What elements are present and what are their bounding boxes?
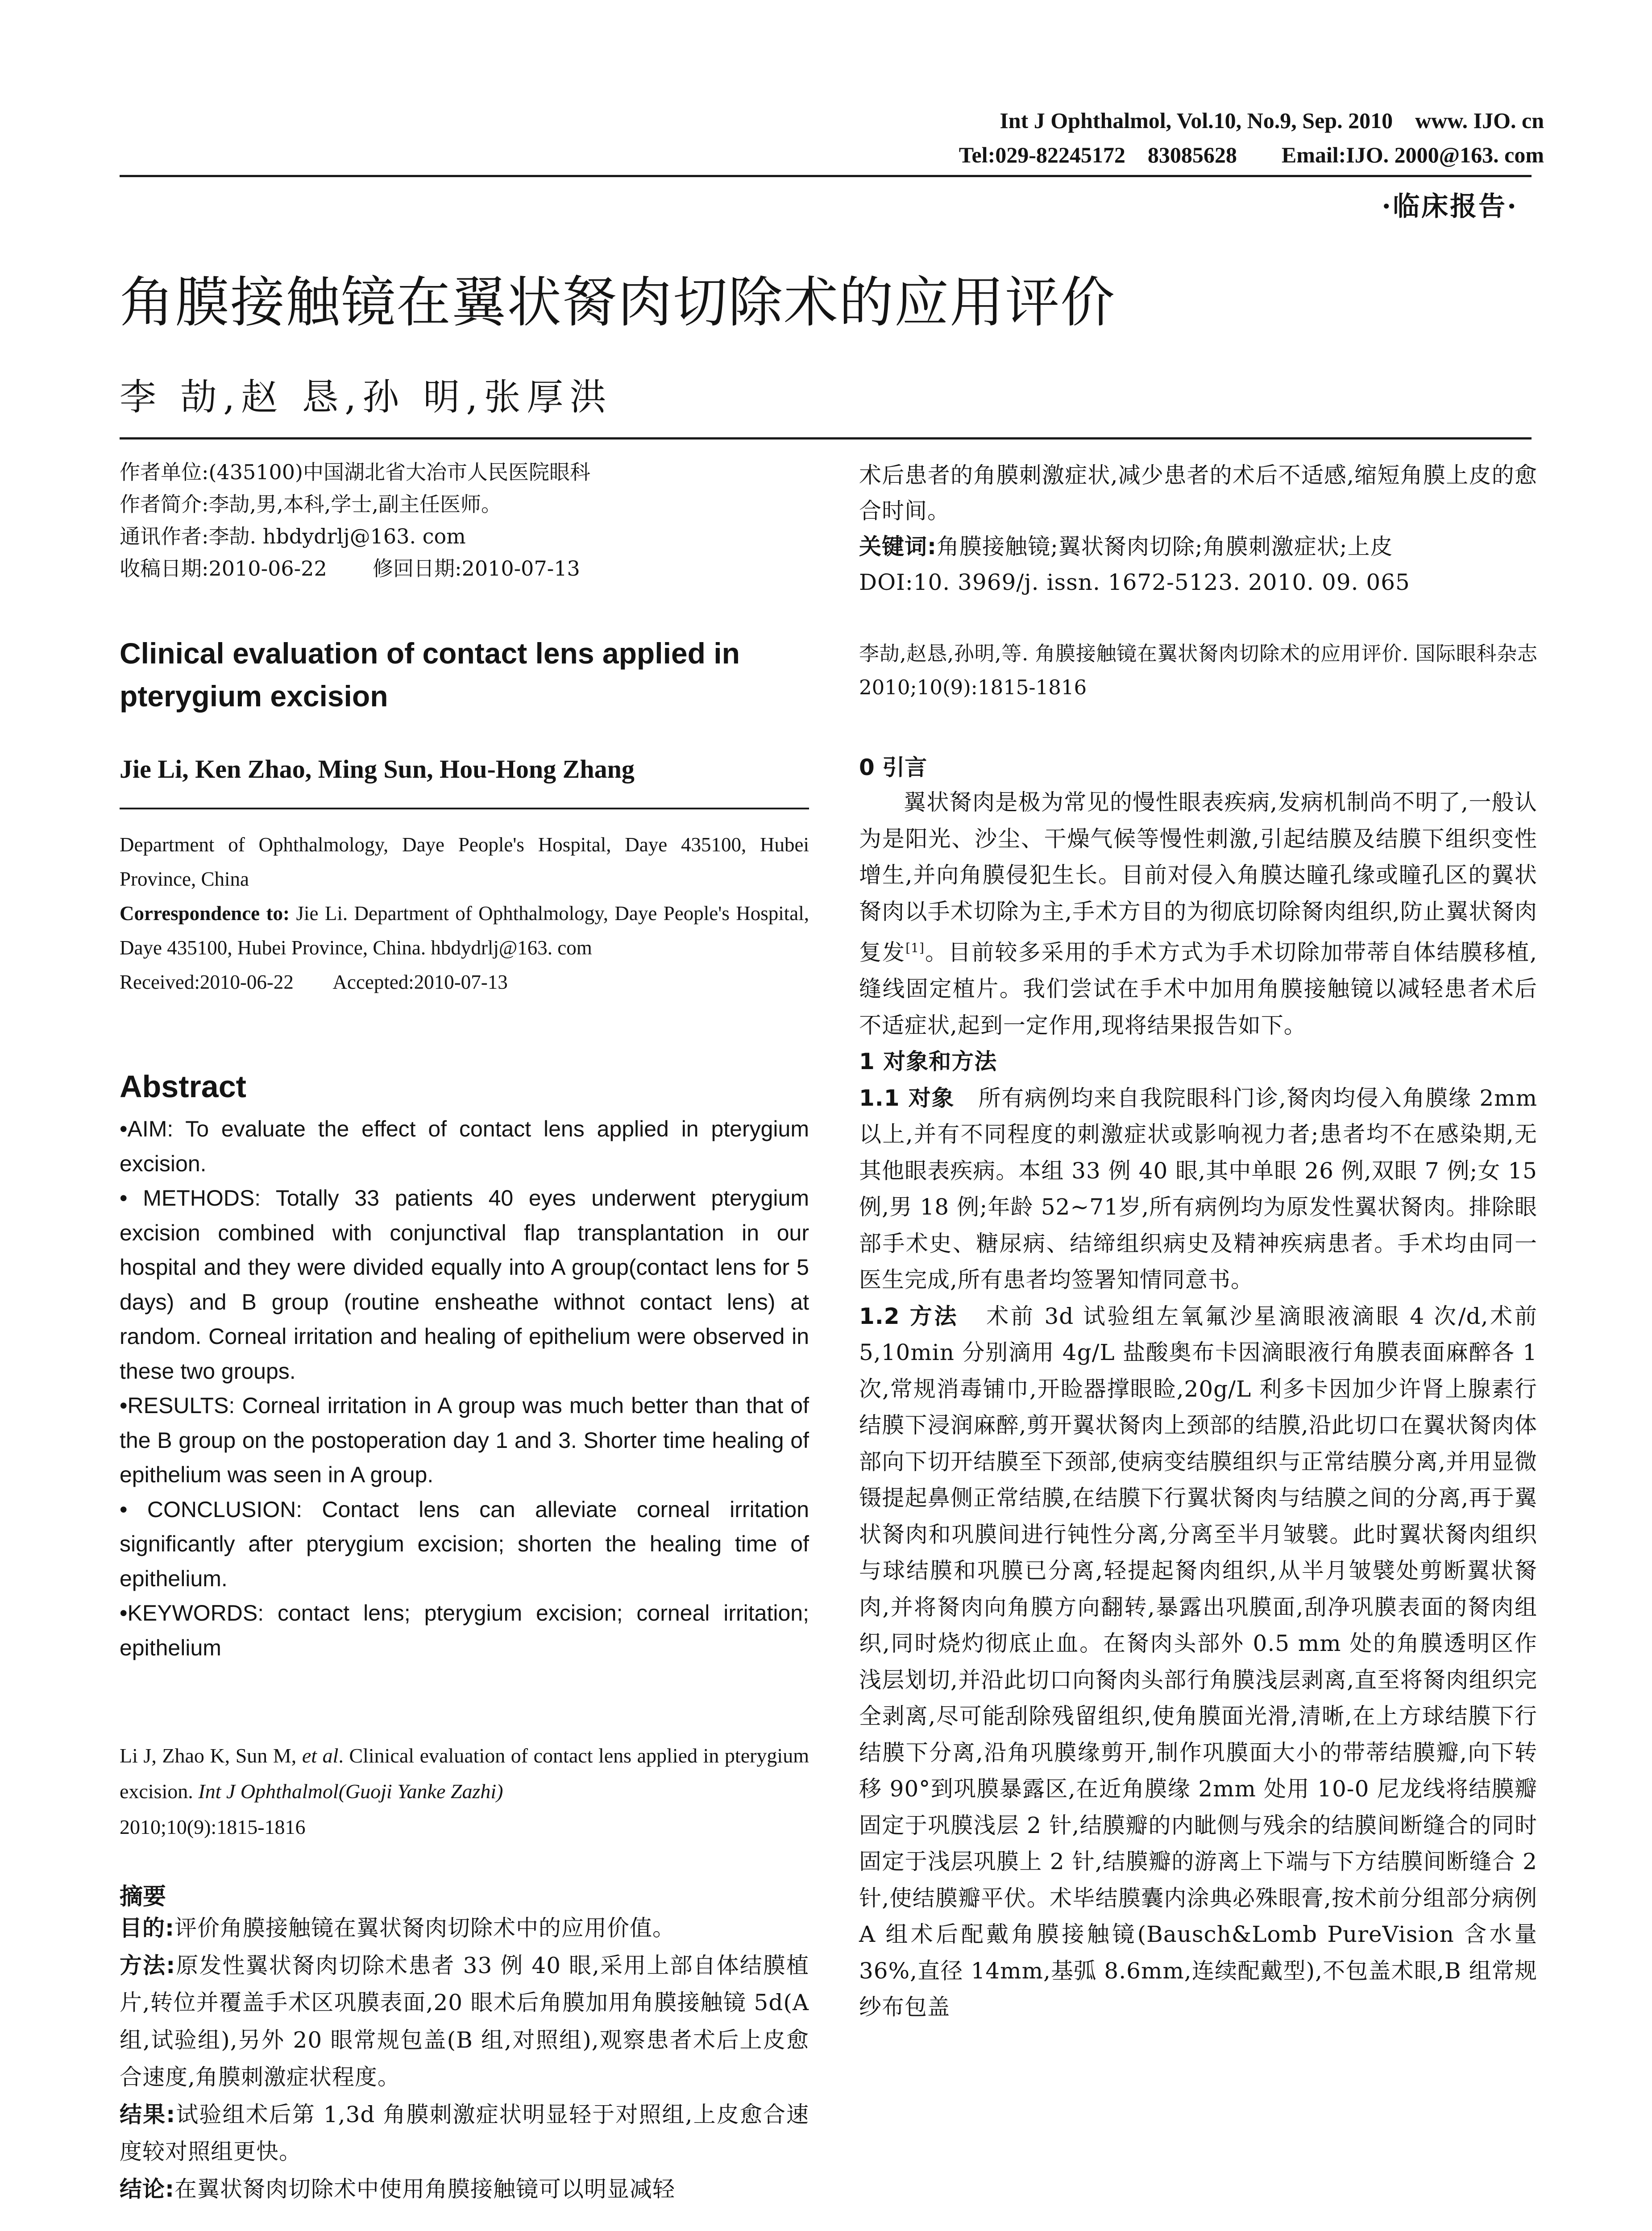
corresponding-author: 通讯作者:李劼. hbdydrlj@163. com bbox=[120, 524, 466, 548]
citation-etal: et al bbox=[302, 1744, 339, 1767]
intro-reference: [1] bbox=[905, 941, 925, 955]
journal-header-line2: Tel:029-82245172 83085628 Email:IJO. 2000@163. com bbox=[959, 142, 1544, 167]
intro-heading: 0 引言 bbox=[859, 755, 927, 780]
abstract-cn bbox=[120, 1910, 809, 2208]
received-dates: 收稿日期:2010-06-22 修回日期:2010-07-13 bbox=[120, 556, 580, 581]
abstract-aim: •AIM: To evaluate the effect of contact lens applied in pterygium excision. bbox=[120, 1116, 809, 1176]
doi: DOI:10. 3969/j. issn. 1672-5123. 2010. 09. 065 bbox=[859, 569, 1410, 595]
affiliation-en: Department of Ophthalmology, Daye People's Hospital, Daye 435100, Hubei Province, China bbox=[120, 834, 809, 890]
intro-text-2: 。目前较多采用的手术方式为手术切除加带蒂自体结膜移植,缝线固定植片。我们尝试在手术中加用角膜接触镜以减轻患者术后不适症状,起到一定作用,现将结果报告如下。 bbox=[859, 939, 1538, 1038]
affiliation-block bbox=[120, 828, 809, 999]
author-bio: 作者简介:李劼,男,本科,学士,副主任医师。 bbox=[120, 492, 502, 516]
cn-keywords-label: 关键词: bbox=[859, 534, 937, 560]
author-unit: 作者单位:(435100)中国湖北省大冶市人民医院眼科 bbox=[120, 460, 590, 484]
citation-volume: 2010;10(9):1815-1816 bbox=[120, 1816, 306, 1838]
body-text bbox=[859, 784, 1537, 2026]
authors-rule bbox=[120, 808, 809, 809]
s11-label: 1.1 对象 bbox=[859, 1085, 955, 1111]
correspondence-en bbox=[120, 896, 809, 965]
article-category: ·临床报告· bbox=[1382, 191, 1518, 222]
correspondence-text: Jie Li. Department of Ophthalmology, Daye People's Hospital, Daye 435100, Hubei Province, China. hbdydrlj@163. com bbox=[120, 902, 809, 959]
cn-conclusion-label: 结论: bbox=[120, 2176, 174, 2202]
cn-conclusion-right: 术后患者的角膜刺激症状,减少患者的术后不适感,缩短角膜上皮的愈合时间。 bbox=[859, 462, 1537, 524]
intro-text: 翼状胬肉是极为常见的慢性眼表疾病,发病机制尚不明了,一般认为是阳光、沙尘、干燥气候等慢性刺激,引起结膜及结膜下组织变性增生,并向角膜侵犯生长。目前对侵入角膜达瞳孔缘或瞳孔区的翼状胬肉以手术切除为主,手术方目的为彻底切除胬肉组织,防止翼状胬肉复发 bbox=[859, 789, 1537, 966]
section1-heading: 1 对象和方法 bbox=[859, 1049, 997, 1075]
cn-methods-label: 方法: bbox=[120, 1952, 176, 1978]
authors-en: Jie Li, Ken Zhao, Ming Sun, Hou-Hong Zhang bbox=[120, 755, 635, 784]
article-title-cn: 角膜接触镜在翼状胬肉切除术的应用评价 bbox=[120, 271, 1116, 334]
received-en: Received:2010-06-22 Accepted:2010-07-13 bbox=[120, 971, 508, 993]
title-rule bbox=[120, 437, 1532, 440]
citation-authors: Li J, Zhao K, Sun M, bbox=[120, 1744, 297, 1767]
correspondence-label: Correspondence to: bbox=[120, 902, 290, 925]
citation-journal: Int J Ophthalmol(Guoji Yanke Zazhi) bbox=[198, 1780, 503, 1803]
cn-methods: 原发性翼状胬肉切除术患者 33 例 40 眼,采用上部自体结膜植片,转位并覆盖手术区巩膜表面,20 眼术后角膜加用角膜接触镜 5d(A 组,试验组),另外 20 眼常规包盖(B 组,对照组),观察患者术后上皮愈合速度,角膜刺激症状程度。 bbox=[120, 1952, 809, 2090]
citation-cn bbox=[859, 637, 1537, 705]
abstract-keywords: •KEYWORDS: contact lens; pterygium excision; corneal irritation; epithelium bbox=[120, 1601, 809, 1660]
article-title-en: Clinical evaluation of contact lens applied in pterygium excision bbox=[120, 637, 740, 713]
abstract-results: •RESULTS: Corneal irritation in A group was much better than that of the B group on the postoperation day 1 and 3. Shorter time healing of epithelium was seen in A group. bbox=[120, 1393, 809, 1487]
cn-keywords: 角膜接触镜;翼状胬肉切除;角膜刺激症状;上皮 bbox=[937, 534, 1393, 560]
cn-results: 试验组术后第 1,3d 角膜刺激症状明显轻于对照组,上皮愈合速度较对照组更快。 bbox=[120, 2101, 809, 2165]
journal-header-line1: Int J Ophthalmol, Vol.10, No.9, Sep. 2010 www. IJO. cn bbox=[1000, 108, 1544, 133]
cn-results-label: 结果: bbox=[120, 2101, 176, 2127]
cn-conclusion-left: 在翼状胬肉切除术中使用角膜接触镜可以明显减轻 bbox=[174, 2176, 675, 2202]
abstract-en bbox=[120, 1112, 809, 1665]
abstract-heading: Abstract bbox=[120, 1069, 246, 1104]
citation-en bbox=[120, 1738, 809, 1845]
header-rule bbox=[120, 175, 1532, 177]
cn-aim-label: 目的: bbox=[120, 1915, 174, 1941]
abstract-cn-continued bbox=[859, 457, 1537, 600]
s12-text: 术前 3d 试验组左氧氟沙星滴眼液滴眼 4 次/d,术前 5,10min 分别滴用 4g/L 盐酸奥布卡因滴眼液行角膜表面麻醉各 1 次,常规消毒铺巾,开睑器撑眼睑,20g/L 利多卡因加少许肾上腺素行结膜下浸润麻醉,剪开翼状胬肉上颈部的结膜,沿此切口在翼状胬肉体部向下切开结膜至下颈部,使病变结膜组织与正常结膜分离,并用显微镊提起鼻侧正常结膜,在结膜下行翼状胬肉与结膜之间的分离,再于翼状胬肉和巩膜间进行钝性分离,分离至半月皱襞。此时翼状胬肉组织与球结膜和巩膜已分离,轻提起胬肉组织,从半月皱襞处剪断翼状胬肉,并将胬肉向角膜方向翻转,暴露出巩膜面,刮净巩膜表面的胬肉组织,同时烧灼彻底止血。在胬肉头部外 0.5 mm 处的角膜透明区作浅层划切,并沿此切口向胬肉头部行角膜浅层剥离,直至将胬肉组织完全剥离,尽可能刮除残留组织,使角膜面光滑,清晰,在上方球结膜下行结膜下分离,沿角巩膜缘剪开,制作巩膜面大小的带蒂结膜瓣,向下转移 90°到巩膜暴露区,在近角膜缘 2mm 处用 10-0 尼龙线将结膜瓣固定于巩膜浅层 2 针,结膜瓣的内眦侧与残余的结膜间断缝合的同时固定于浅层巩膜上 2 针,结膜瓣的游离上下端与下方结膜间断缝合 2 针,使结膜瓣平伏。术毕结膜囊内涂典必殊眼膏,按术前分组部分病例 A 组术后配戴角膜接触镜(Bausch&Lomb PureVision 含水量 36%,直径 14mm,基弧 8.6mm,连续配戴型),不包盖术眼,B 组常规纱布包盖 bbox=[859, 1303, 1538, 2020]
author-info bbox=[120, 456, 809, 585]
abstract-conclusion: • CONCLUSION: Contact lens can alleviate corneal irritation significantly after pterygium excision; shorten the healing time of epithelium. bbox=[120, 1497, 809, 1591]
cn-aim: 评价角膜接触镜在翼状胬肉切除术中的应用价值。 bbox=[174, 1915, 675, 1941]
authors-cn: 李 劼,赵 恳,孙 明,张厚洪 bbox=[120, 376, 613, 419]
citation-title: . Clinical evaluation of contact lens applied in pterygium excision. bbox=[120, 1744, 809, 1803]
abstract-cn-heading: 摘要 bbox=[120, 1883, 166, 1910]
s11-text: 所有病例均来自我院眼科门诊,胬肉均侵入角膜缘 2mm 以上,并有不同程度的刺激症状或影响视力者;患者均不在感染期,无其他眼表疾病。本组 33 例 40 眼,其中单眼 26 例,双眼 7 例;女 15 例,男 18 例;年龄 52~71岁,所有病例均为原发性翼状胬肉。排除眼部手术史、糖尿病、结缔组织病史及精神疾病患者。手术均由同一医生完成,所有患者均签署知情同意书。 bbox=[859, 1085, 1538, 1293]
s12-label: 1.2 方法 bbox=[859, 1303, 959, 1329]
citation-cn-text: 李劼,赵恳,孙明,等. 角膜接触镜在翼状胬肉切除术的应用评价. 国际眼科杂志 2010;10(9):1815-1816 bbox=[859, 642, 1537, 699]
abstract-methods: • METHODS: Totally 33 patients 40 eyes underwent pterygium excision combined with conjunctival flap transplantation in our hospital and they were divided equally into A group(contact lens for 5 days) and B group (routine ensheathe withnot contact lens) at random. Corneal irritation and healing of epithelium were observed in these two groups. bbox=[120, 1186, 809, 1384]
